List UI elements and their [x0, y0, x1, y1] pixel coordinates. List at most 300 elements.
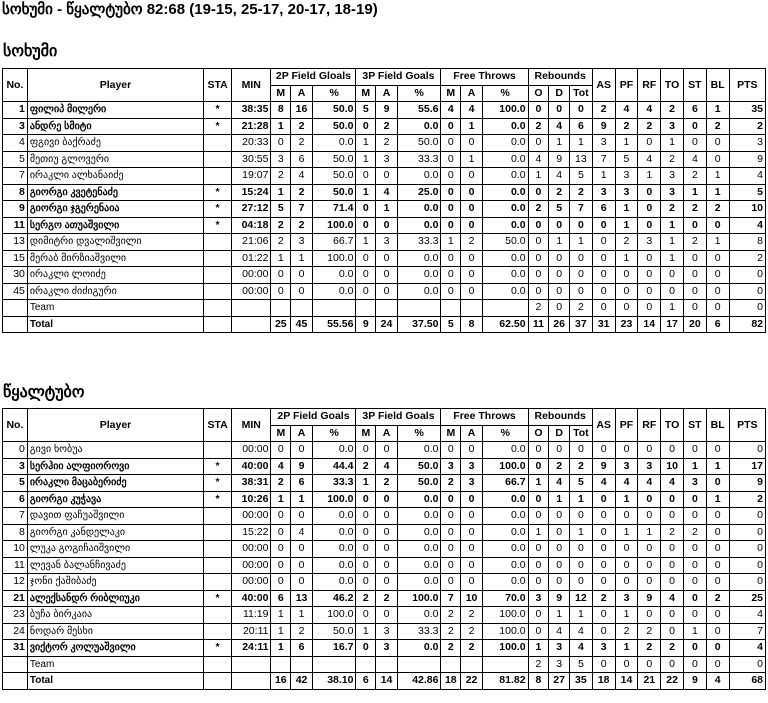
- stat-fouls-received: 2: [638, 623, 661, 640]
- stat-ft-att: 0: [461, 557, 483, 574]
- player-name: ჯონი ქაშიბაძე: [27, 574, 203, 591]
- stat-2p-pct: 71.4: [312, 201, 356, 218]
- stat-blocks: 0: [706, 135, 729, 152]
- stat-reb-def: 0: [549, 250, 570, 267]
- stat-fouls-received: 0: [638, 201, 661, 218]
- player-row: [3, 267, 766, 284]
- stat-3p-made: 0: [356, 607, 376, 624]
- minutes-played: 21:06: [232, 234, 271, 251]
- team2-table-body: [3, 442, 766, 690]
- minutes-played: 40:00: [232, 590, 271, 607]
- col-header-to: TO: [661, 69, 684, 102]
- stat-3p-pct: 100.0: [397, 590, 441, 607]
- starter-mark: [204, 541, 232, 558]
- stat-steals: 1: [683, 184, 706, 201]
- stat-points: 9: [729, 151, 765, 168]
- empty-cell: [291, 300, 313, 317]
- stat-ft-att: 0: [461, 442, 483, 459]
- minutes-played: 00:00: [232, 442, 271, 459]
- stat-fouls: 0: [615, 541, 638, 558]
- stat-ft-made: 1: [441, 234, 461, 251]
- stat-2p-att: 4: [291, 524, 313, 541]
- stat-turnovers: 0: [661, 623, 684, 640]
- minutes-played: 30:55: [232, 151, 271, 168]
- player-number: 12: [3, 574, 28, 591]
- stat-2p-made: 2: [271, 234, 291, 251]
- stat-2p-pct: 0.0: [312, 283, 356, 300]
- stat-fouls: 0: [615, 442, 638, 459]
- stat-2p-made: 0: [271, 524, 291, 541]
- stat-ft-pct: 100.0: [482, 102, 528, 119]
- stat-reb-def: 0: [549, 267, 570, 284]
- stat-fouls: 1: [615, 250, 638, 267]
- player-name: გიორგი კანდელაკი: [27, 524, 203, 541]
- minutes-played: 15:22: [232, 524, 271, 541]
- stat-fouls: 0: [615, 574, 638, 591]
- stat-2p-pct: 0.0: [312, 574, 356, 591]
- player-number: 11: [3, 557, 28, 574]
- player-name: გიორგი ჯგერენაია: [27, 201, 203, 218]
- stat-reb-off: 2: [528, 300, 549, 317]
- empty-cell: [441, 656, 461, 673]
- stat-ft-made: 0: [441, 250, 461, 267]
- stat-3p-pct: 0.0: [397, 267, 441, 284]
- stat-2p-att: 13: [291, 590, 313, 607]
- page-title: სოხუმი - წყალტუბო 82:68 (19-15, 25-17, 20-17, 18-19): [2, 1, 378, 18]
- stat-2p-made: 0: [271, 557, 291, 574]
- stat-fouls: 1: [615, 607, 638, 624]
- minutes-played: 27:12: [232, 201, 271, 218]
- starter-mark: *: [204, 217, 232, 234]
- stat-steals: 9: [683, 673, 706, 690]
- stat-2p-made: 2: [271, 168, 291, 185]
- stat-turnovers: 0: [661, 283, 684, 300]
- stat-fouls-received: 0: [638, 283, 661, 300]
- stat-fouls-received: 0: [638, 250, 661, 267]
- stat-ft-att: 3: [461, 458, 483, 475]
- minutes-played: 15:24: [232, 184, 271, 201]
- player-row: [3, 184, 766, 201]
- player-row: [3, 640, 766, 657]
- stat-3p-pct: 0.0: [397, 201, 441, 218]
- stat-fouls: 1: [615, 201, 638, 218]
- stat-2p-pct: 38.10: [312, 673, 356, 690]
- stat-reb-tot: 0: [570, 442, 593, 459]
- player-name: ბუჩა ბირკაია: [27, 607, 203, 624]
- stat-3p-made: 9: [356, 316, 376, 333]
- starter-mark: [204, 168, 232, 185]
- stat-reb-tot: 7: [569, 201, 592, 218]
- stat-2p-pct: 46.2: [312, 590, 356, 607]
- stat-ft-pct: 50.0: [482, 234, 528, 251]
- stat-2p-att: 7: [291, 201, 313, 218]
- stat-assists: 0: [592, 557, 615, 574]
- stat-3p-pct: 50.0: [397, 135, 441, 152]
- stat-steals: 2: [683, 168, 706, 185]
- col-header-2p: 2P Field Goals: [271, 409, 356, 426]
- player-name: ანდრე სმიტი: [27, 118, 203, 135]
- stat-3p-att: 0: [376, 217, 398, 234]
- minutes-played: 01:22: [232, 250, 271, 267]
- sub-header-a: A: [291, 425, 313, 442]
- stat-2p-att: 2: [291, 217, 313, 234]
- stat-assists: 0: [592, 524, 615, 541]
- starter-mark: [204, 283, 232, 300]
- stat-3p-made: 2: [356, 590, 376, 607]
- stat-2p-pct: 0.0: [312, 267, 356, 284]
- stat-fouls-received: 3: [638, 234, 661, 251]
- stat-2p-made: 6: [271, 590, 291, 607]
- stat-ft-pct: 0.0: [482, 135, 528, 152]
- sub-header-tot: Tot: [570, 425, 593, 442]
- stat-2p-made: 2: [271, 475, 291, 492]
- player-name: ლუკა გოგიჩაიშვილი: [27, 541, 203, 558]
- stat-ft-att: 2: [461, 607, 483, 624]
- stat-2p-pct: 44.4: [312, 458, 356, 475]
- stat-ft-att: 8: [461, 316, 483, 333]
- stat-steals: 2: [683, 234, 706, 251]
- stat-ft-att: 2: [461, 234, 483, 251]
- stat-steals: 0: [683, 656, 706, 673]
- stat-reb-def: 0: [549, 442, 570, 459]
- stat-reb-def: 3: [549, 656, 570, 673]
- stat-3p-pct: 0.0: [397, 491, 441, 508]
- stat-reb-def: 4: [549, 475, 570, 492]
- stat-reb-def: 4: [549, 623, 570, 640]
- team-stats-row: [3, 656, 766, 673]
- stat-steals: 0: [683, 300, 706, 317]
- stat-reb-def: 0: [549, 508, 570, 525]
- stat-steals: 0: [683, 250, 706, 267]
- stat-2p-att: 0: [291, 283, 313, 300]
- stat-3p-att: 9: [376, 102, 398, 119]
- stat-steals: 4: [683, 151, 706, 168]
- stat-3p-made: 1: [356, 475, 376, 492]
- stat-3p-pct: 0.0: [397, 217, 441, 234]
- stat-ft-made: 0: [441, 442, 461, 459]
- stat-turnovers: 0: [661, 491, 684, 508]
- stat-fouls-received: 4: [638, 102, 661, 119]
- starter-mark: [204, 442, 232, 459]
- stat-2p-att: 42: [291, 673, 313, 690]
- player-name: მეთიუ გლოვერი: [27, 151, 203, 168]
- stat-assists: 2: [592, 102, 615, 119]
- stat-reb-off: 0: [528, 458, 549, 475]
- stat-ft-made: 2: [441, 640, 461, 657]
- stat-turnovers: 0: [661, 557, 684, 574]
- stat-turnovers: 0: [661, 541, 684, 558]
- starter-mark: *: [204, 590, 232, 607]
- team2-boxscore-table: [2, 408, 766, 690]
- player-number: 13: [3, 234, 28, 251]
- stat-steals: 0: [683, 590, 706, 607]
- player-number: 1: [3, 102, 28, 119]
- player-name: ფილიპ მილერი: [27, 102, 203, 119]
- total-row-label: Total: [27, 673, 203, 690]
- stat-3p-att: 0: [376, 524, 398, 541]
- stat-ft-pct: 0.0: [482, 184, 528, 201]
- stat-2p-pct: 0.0: [312, 442, 356, 459]
- stat-reb-tot: 1: [570, 491, 593, 508]
- empty-cell: [271, 656, 291, 673]
- minutes-played: 00:00: [232, 283, 271, 300]
- stat-turnovers: 1: [661, 250, 684, 267]
- stat-ft-att: 0: [461, 283, 483, 300]
- stat-fouls: 5: [615, 151, 638, 168]
- stat-reb-def: 0: [549, 524, 570, 541]
- empty-cell: [232, 300, 271, 317]
- stat-2p-made: 1: [271, 491, 291, 508]
- stat-2p-made: 3: [271, 151, 291, 168]
- stat-3p-made: 0: [356, 524, 376, 541]
- stat-fouls-received: 0: [638, 557, 661, 574]
- stat-reb-off: 0: [528, 283, 549, 300]
- total-row: [3, 673, 766, 690]
- stat-3p-made: 0: [356, 267, 376, 284]
- starter-mark: [204, 508, 232, 525]
- stat-3p-made: 0: [356, 574, 376, 591]
- stat-assists: 2: [592, 590, 615, 607]
- stat-2p-att: 6: [291, 475, 313, 492]
- stat-assists: 0: [592, 250, 615, 267]
- player-row: [3, 102, 766, 119]
- starter-mark: *: [204, 184, 232, 201]
- stat-reb-tot: 0: [569, 217, 592, 234]
- empty-cell: [204, 300, 232, 317]
- stat-2p-att: 0: [291, 541, 313, 558]
- stat-3p-pct: 0.0: [397, 283, 441, 300]
- stat-turnovers: 2: [661, 102, 684, 119]
- col-header-st: ST: [683, 409, 706, 442]
- player-number: 9: [3, 201, 28, 218]
- stat-3p-pct: 0.0: [397, 508, 441, 525]
- stat-blocks: 1: [706, 168, 729, 185]
- stat-3p-pct: 50.0: [397, 458, 441, 475]
- player-number: 6: [3, 491, 28, 508]
- player-number: 10: [3, 541, 28, 558]
- empty-cell: [232, 673, 271, 690]
- stat-fouls: 2: [615, 118, 638, 135]
- stat-blocks: 0: [706, 557, 729, 574]
- stat-2p-att: 0: [291, 557, 313, 574]
- stat-steals: 20: [683, 316, 706, 333]
- stat-points: 0: [729, 541, 765, 558]
- stat-fouls-received: 0: [638, 607, 661, 624]
- stat-blocks: 0: [706, 250, 729, 267]
- starter-mark: [204, 151, 232, 168]
- stat-reb-tot: 0: [570, 508, 593, 525]
- stat-turnovers: 0: [661, 508, 684, 525]
- stat-reb-tot: 5: [569, 168, 592, 185]
- empty-cell: [312, 656, 356, 673]
- player-row: [3, 557, 766, 574]
- stat-assists: 9: [592, 118, 615, 135]
- stat-ft-pct: 62.50: [482, 316, 528, 333]
- player-row: [3, 607, 766, 624]
- stat-reb-tot: 1: [569, 234, 592, 251]
- stat-reb-off: 0: [528, 623, 549, 640]
- player-number: 5: [3, 151, 28, 168]
- stat-reb-off: 2: [528, 201, 549, 218]
- stat-assists: 3: [592, 640, 615, 657]
- stat-reb-def: 26: [549, 316, 570, 333]
- col-header-rf: RF: [638, 409, 661, 442]
- stat-fouls: 1: [615, 135, 638, 152]
- team1-table-body: [3, 102, 766, 333]
- stat-reb-def: 0: [549, 300, 570, 317]
- minutes-played: 19:07: [232, 168, 271, 185]
- sub-header-d: D: [549, 425, 570, 442]
- player-name: მერაბ მირზიაშვილი: [27, 250, 203, 267]
- stat-3p-att: 0: [376, 283, 398, 300]
- stat-steals: 0: [683, 491, 706, 508]
- stat-fouls: 4: [615, 475, 638, 492]
- stat-3p-made: 0: [356, 640, 376, 657]
- minutes-played: 00:00: [232, 574, 271, 591]
- player-name: ირაკლი ლოიძე: [27, 267, 203, 284]
- stat-2p-made: 8: [271, 102, 291, 119]
- stat-fouls-received: 2: [638, 640, 661, 657]
- stat-ft-pct: 100.0: [482, 458, 528, 475]
- sub-header-m: M: [356, 425, 376, 442]
- stat-reb-tot: 4: [570, 640, 593, 657]
- stat-points: 2: [729, 491, 765, 508]
- player-row: [3, 442, 766, 459]
- starter-mark: *: [204, 491, 232, 508]
- player-name: გივი ხობუა: [27, 442, 203, 459]
- stat-3p-pct: 0.0: [397, 574, 441, 591]
- stat-ft-att: 10: [461, 590, 483, 607]
- col-header-player: Player: [27, 409, 203, 442]
- stat-fouls: 3: [615, 184, 638, 201]
- stat-2p-made: 2: [271, 217, 291, 234]
- stat-3p-pct: 33.3: [397, 234, 441, 251]
- stat-ft-att: 0: [461, 201, 483, 218]
- stat-steals: 6: [683, 102, 706, 119]
- stat-ft-pct: 0.0: [482, 574, 528, 591]
- sub-header-pct: %: [482, 425, 528, 442]
- stat-3p-att: 3: [376, 151, 398, 168]
- stat-steals: 0: [683, 607, 706, 624]
- stat-2p-pct: 55.56: [312, 316, 356, 333]
- stat-ft-made: 0: [441, 135, 461, 152]
- stat-3p-pct: 55.6: [397, 102, 441, 119]
- stat-blocks: 1: [706, 234, 729, 251]
- player-row: [3, 524, 766, 541]
- stat-points: 10: [729, 201, 765, 218]
- stat-fouls: 2: [615, 234, 638, 251]
- stat-fouls-received: 21: [638, 673, 661, 690]
- empty-cell: [356, 300, 376, 317]
- player-number: 8: [3, 524, 28, 541]
- stat-ft-made: 0: [441, 283, 461, 300]
- minutes-played: 21:28: [232, 118, 271, 135]
- minutes-played: 00:00: [232, 267, 271, 284]
- col-header-as: AS: [592, 69, 615, 102]
- stat-2p-att: 2: [291, 135, 313, 152]
- stat-fouls: 23: [615, 316, 638, 333]
- stat-steals: 2: [683, 524, 706, 541]
- stat-reb-off: 0: [528, 234, 549, 251]
- stat-reb-def: 0: [549, 557, 570, 574]
- stat-ft-made: 0: [441, 557, 461, 574]
- stat-2p-pct: 100.0: [312, 607, 356, 624]
- stat-2p-made: 0: [271, 283, 291, 300]
- player-name: სერჰიი ალფიოროვი: [27, 458, 203, 475]
- stat-2p-att: 4: [291, 168, 313, 185]
- sub-header-pct: %: [397, 425, 441, 442]
- stat-reb-off: 1: [528, 640, 549, 657]
- sub-header-a: A: [376, 425, 398, 442]
- stat-3p-att: 14: [376, 673, 398, 690]
- stat-ft-made: 0: [441, 201, 461, 218]
- stat-3p-made: 1: [356, 135, 376, 152]
- stat-3p-made: 0: [356, 250, 376, 267]
- team1-boxscore-table: [2, 68, 766, 333]
- empty-cell: [397, 656, 441, 673]
- col-header-reb: Rebounds: [528, 409, 592, 426]
- stat-assists: 0: [592, 656, 615, 673]
- stat-points: 4: [729, 607, 765, 624]
- stat-points: 0: [729, 300, 765, 317]
- stat-ft-made: 0: [441, 574, 461, 591]
- starter-mark: *: [204, 640, 232, 657]
- stat-steals: 1: [683, 458, 706, 475]
- col-header-st: ST: [683, 69, 706, 102]
- player-number: 31: [3, 640, 28, 657]
- stat-reb-def: 0: [549, 574, 570, 591]
- stat-3p-made: 0: [356, 557, 376, 574]
- starter-mark: [204, 623, 232, 640]
- stat-ft-made: 2: [441, 475, 461, 492]
- stat-2p-att: 0: [291, 442, 313, 459]
- stat-blocks: 0: [706, 442, 729, 459]
- stat-reb-def: 4: [549, 168, 570, 185]
- stat-turnovers: 0: [661, 607, 684, 624]
- stat-3p-att: 2: [376, 118, 398, 135]
- player-row: [3, 541, 766, 558]
- stat-2p-att: 1: [291, 607, 313, 624]
- stat-3p-pct: 50.0: [397, 475, 441, 492]
- stat-blocks: 1: [706, 458, 729, 475]
- stat-3p-pct: 0.0: [397, 607, 441, 624]
- sub-header-m: M: [441, 85, 461, 102]
- stat-steals: 0: [683, 267, 706, 284]
- stat-steals: 0: [683, 640, 706, 657]
- stat-3p-made: 0: [356, 168, 376, 185]
- player-name: სერგო ათუაშვილი: [27, 217, 203, 234]
- empty-cell: [204, 673, 232, 690]
- stat-turnovers: 1: [661, 135, 684, 152]
- col-header-bl: BL: [706, 409, 729, 442]
- stat-assists: 6: [592, 201, 615, 218]
- stat-reb-off: 0: [528, 508, 549, 525]
- stat-points: 0: [729, 557, 765, 574]
- stat-3p-made: 0: [356, 283, 376, 300]
- stat-fouls: 0: [615, 656, 638, 673]
- player-name: გიორგი კვეტენაძე: [27, 184, 203, 201]
- stat-ft-att: 2: [461, 640, 483, 657]
- stat-steals: 0: [683, 135, 706, 152]
- stat-reb-def: 0: [549, 217, 570, 234]
- stat-assists: 0: [592, 442, 615, 459]
- stat-reb-tot: 5: [570, 656, 593, 673]
- stat-ft-made: 5: [441, 316, 461, 333]
- player-row: [3, 491, 766, 508]
- stat-reb-off: 0: [528, 217, 549, 234]
- stat-2p-made: 16: [271, 673, 291, 690]
- col-header-no: No.: [3, 69, 28, 102]
